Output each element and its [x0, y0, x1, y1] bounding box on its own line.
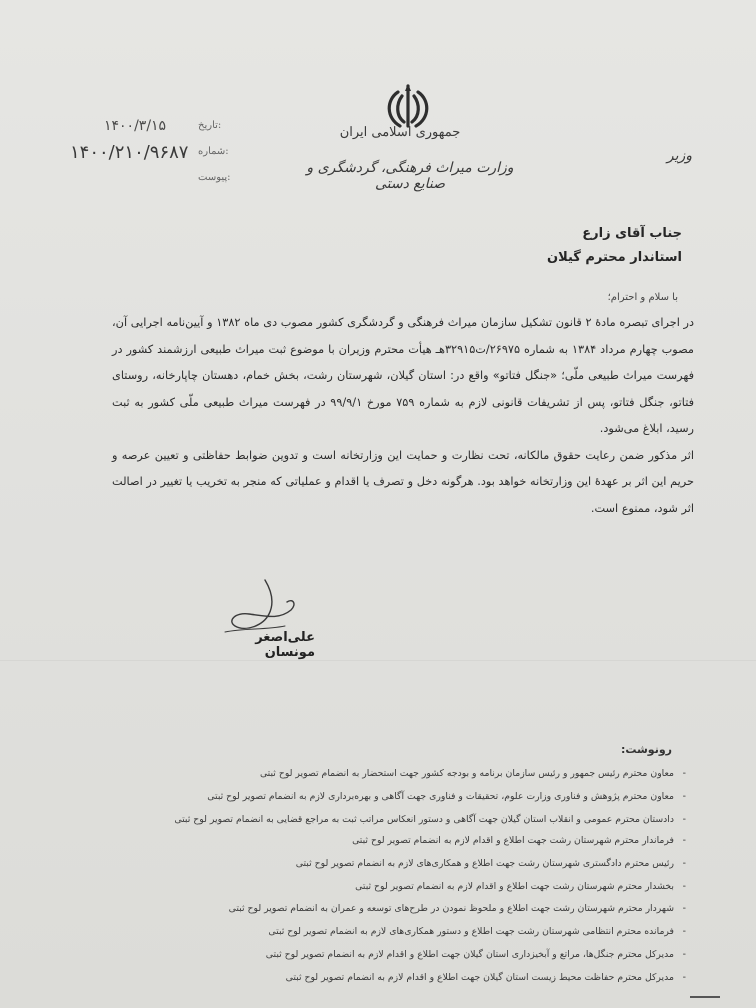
cc-item: - فرمانده محترم انتظامی شهرستان رشت جهت اطلاع و دستور همکاری‌های لازم به انضمام تصویر لوح ثبتی — [100, 921, 688, 944]
cc-item: - مدیرکل محترم جنگل‌ها، مراتع و آبخیزداری استان گیلان جهت اطلاع و اقدام لازم به انضمام تصویر لوح ثبتی — [100, 944, 688, 967]
date-label: تاریخ: — [198, 120, 222, 131]
paper-fold — [0, 660, 756, 661]
greeting: با سلام و احترام؛ — [607, 292, 678, 303]
cc-item: - رئیس محترم دادگستری شهرستان رشت جهت اطلاع و همکاری‌های لازم به انضمام تصویر لوح ثبتی — [100, 853, 688, 876]
cc-item: - فرماندار محترم شهرستان رشت جهت اطلاع و اقدام لازم به انضمام تصویر لوح ثبتی — [100, 830, 688, 853]
body-paragraph-1: در اجرای تبصره مادهٔ ۲ قانون تشکیل سازمان میراث فرهنگی و گردشگری کشور مصوب دی ماه ۱۳۸۲ و آیین‌نامه اجرایی آن، مصوب چهارم مرداد ۱۳۸۴ به شماره ۲۶۹۷۵/ت۳۲۹۱۵هـ هیأت محترم وزیران با موضوع ثبت میراث طبیعی ارزشمند کشور در فهرست میراث طبیعی ملّی؛ «جنگل فتاتو» واقع در: استان گیلان، شهرستان رشت، بخش خمام، دهستان چاپارخانه، روستای فتاتو، جنگل فتاتو، پس از تشریفات قانونی لازم به شماره ۷۵۹ مورخ ۹۹/۹/۱ در فهرست میراث طبیعی ملّی کشور به ثبت رسید، ابلاغ می‌شود. — [112, 316, 694, 435]
letter-date: ۱۴۰۰/۳/۱۵ — [104, 118, 167, 134]
attachment-label: پیوست: — [198, 172, 231, 183]
cc-item: - بخشدار محترم شهرستان رشت جهت اطلاع و اقدام لازم به انضمام تصویر لوح ثبتی — [100, 876, 688, 899]
cc-item: - مدیرکل محترم حفاظت محیط زیست استان گیلان جهت اطلاع و اقدام لازم به انضمام تصویر لوح ثبتی — [100, 967, 688, 990]
signer-name: علی‌اصغر مونسان — [255, 630, 315, 660]
minister-label: وزیر — [666, 148, 692, 164]
letter-number: ۱۴۰۰/۲۱۰/۹۶۸۷ — [70, 142, 189, 163]
body-paragraph-2: اثر مذکور ضمن رعایت حقوق مالکانه، تحت نظارت و حمایت این وزارتخانه است و تدوین ضوابط حفاظتی و تعیین عرصه و حریم این اثر بر عهدهٔ این وزارتخانه خواهد بود. هرگونه دخل و تصرف یا اقدام و عملیاتی که منجر به تخریب یا تغییر در اصالت اثر شود، ممنوع است. — [112, 448, 694, 515]
cc-item: - دادستان محترم عمومی و انقلاب استان گیلان جهت آگاهی و دستور انعکاس مراتب ثبت به مراجع قضایی به انضمام تصویر لوح ثبتی — [100, 809, 688, 831]
ministry-title: وزارت میراث فرهنگی، گردشگری و صنایع دستی — [306, 160, 514, 192]
cc-title: رونوشت: — [620, 743, 672, 756]
republic-title: جمهوری اسلامی ایران — [339, 125, 461, 140]
footer-mark — [690, 996, 720, 998]
number-label: شماره: — [198, 146, 229, 157]
letter-body — [112, 310, 694, 522]
cc-item: - شهردار محترم شهرستان رشت جهت اطلاع و ملحوظ نمودن در طرح‌های توسعه و عمران به انضمام تصویر لوح ثبتی — [100, 898, 688, 921]
recipient-name: جناب آقای زارع — [582, 226, 682, 241]
cc-list — [100, 763, 688, 990]
cc-item: - معاون محترم پژوهش و فناوری وزارت علوم، تحقیقات و فناوری جهت آگاهی و بهره‌برداری لازم به انضمام تصویر لوح ثبتی — [100, 786, 688, 809]
cc-item: - معاون محترم رئیس جمهور و رئیس سازمان برنامه و بودجه کشور جهت استحضار به انضمام تصویر لوح ثبتی — [100, 763, 688, 786]
recipient-title: استاندار محترم گیلان — [547, 250, 682, 265]
